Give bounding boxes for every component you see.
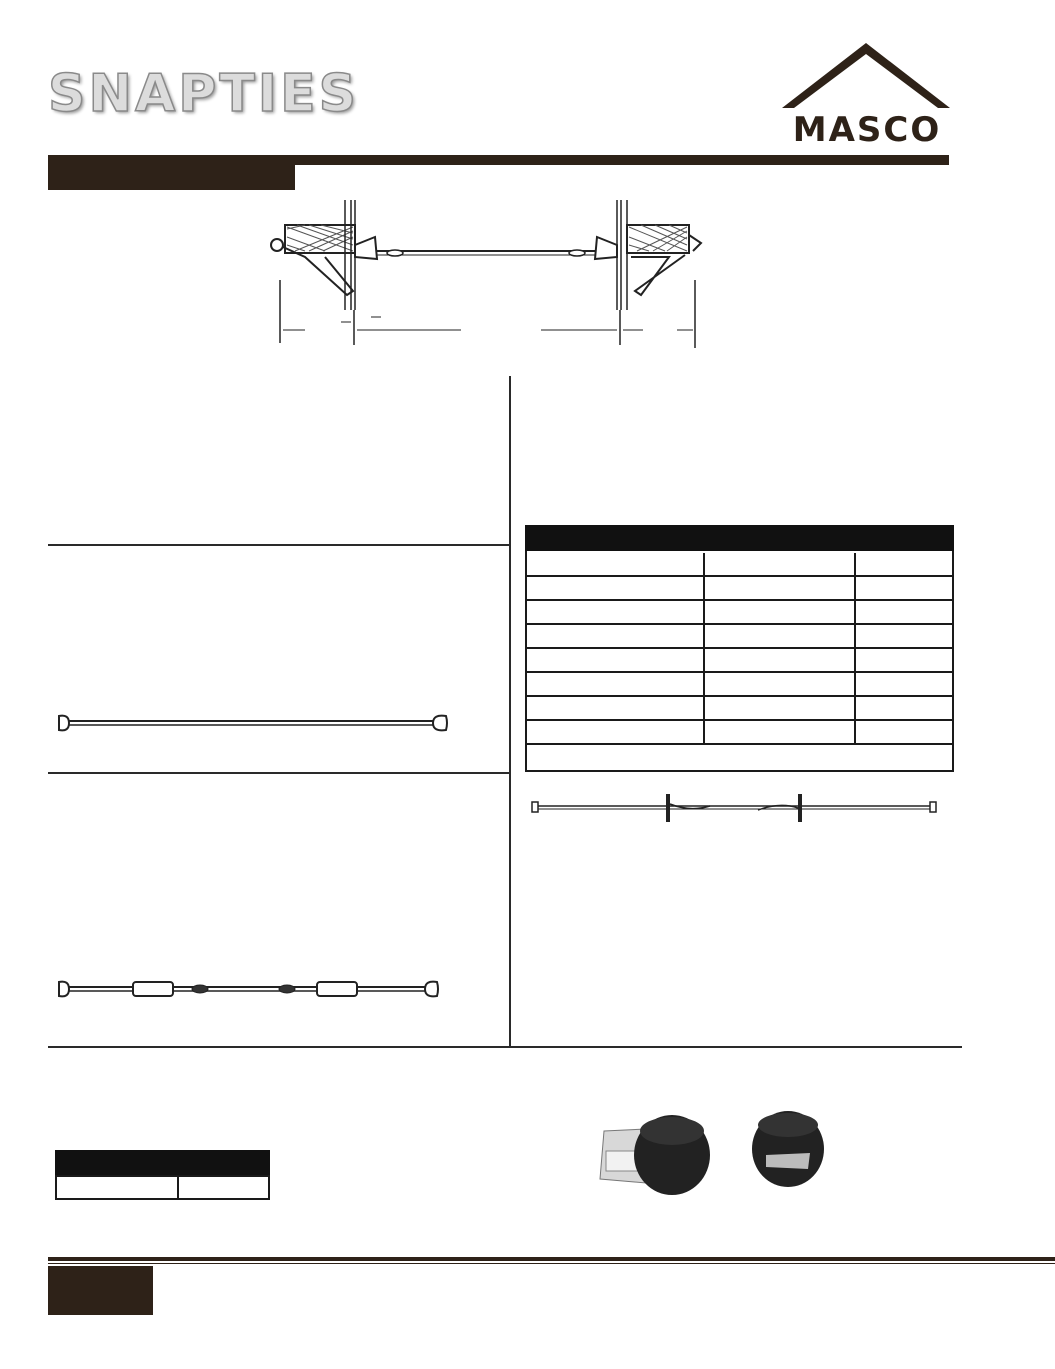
- footer-rule: [48, 1257, 1055, 1261]
- snaptie-cone-products-icon: [598, 1105, 833, 1200]
- table-column-divider: [703, 553, 705, 745]
- footer-page-block: [48, 1266, 153, 1315]
- table-row: [527, 649, 952, 673]
- footer-rule-thin: [48, 1263, 1055, 1264]
- snaptie-with-cones-icon: [55, 976, 440, 1002]
- table-row: [527, 697, 952, 721]
- logo-text: MASCO: [792, 110, 942, 150]
- spec-table: [525, 525, 954, 772]
- section-divider-3: [48, 1046, 962, 1048]
- header-tab-block: [48, 155, 295, 190]
- spec-table-header: [525, 525, 954, 551]
- plain-snaptie-rod-icon: [55, 710, 450, 736]
- table-row: [527, 577, 952, 601]
- small-table-column-divider: [177, 1177, 179, 1198]
- table-row: [527, 601, 952, 625]
- small-table-header: [55, 1150, 270, 1175]
- small-table-row: [55, 1175, 270, 1200]
- table-row: [527, 553, 952, 577]
- snaptie-with-washers-icon: [530, 792, 940, 824]
- table-row: [527, 625, 952, 649]
- snaptie-assembly-diagram-icon: [265, 195, 705, 350]
- table-row: [527, 721, 952, 745]
- page-title: SNAPTIES: [48, 64, 360, 124]
- table-row: [527, 673, 952, 697]
- section-divider-1: [48, 544, 510, 546]
- section-divider-2: [48, 772, 510, 774]
- column-divider: [509, 376, 511, 1046]
- table-column-divider: [854, 553, 856, 745]
